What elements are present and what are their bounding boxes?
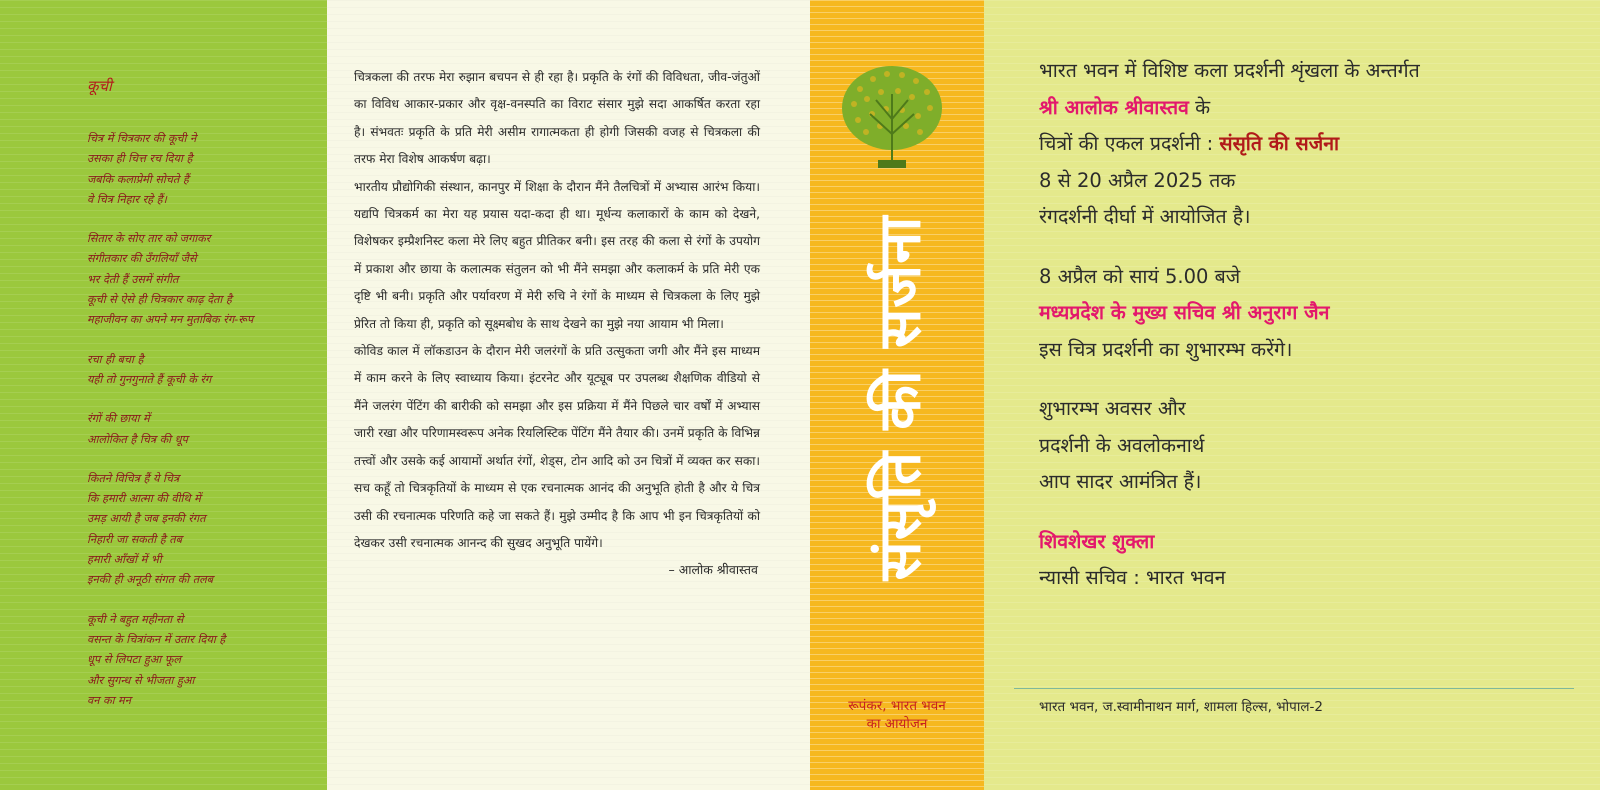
venue-address: भारत भवन, ज.स्वामीनाथन मार्ग, शामला हिल्स, भोपाल-2 — [1039, 699, 1323, 715]
poem-line: कितने विचित्र हैं ये चित्र — [87, 471, 180, 485]
organizer-credit — [810, 697, 984, 733]
inauguration-time: 8 अप्रैल को सायं 5.00 बजे — [1039, 264, 1241, 288]
sender-title: न्यासी सचिव : भारत भवन — [1039, 566, 1226, 589]
artist-suffix: के — [1188, 95, 1211, 119]
exhibition-title: संसृति की सर्जना — [1219, 132, 1340, 155]
poem-line: धूप से लिपटा हुआ फूल — [87, 653, 181, 667]
poem-stanza — [87, 350, 327, 391]
poem-line: इनकी ही अनूठी संगत की तलब — [87, 573, 214, 587]
chief-guest: मध्यप्रदेश के मुख्य सचिव श्री अनुराग जैन — [1039, 301, 1330, 324]
exhibition-announcement — [1039, 53, 1600, 236]
exhibition-dates: 8 से 20 अप्रैल 2025 तक — [1039, 168, 1236, 192]
inauguration-block — [1039, 259, 1600, 369]
poem-line: चित्र में चित्रकार की कूची ने — [87, 132, 197, 145]
announcement-line-2 — [1039, 90, 1600, 127]
poem-stanza — [87, 229, 327, 330]
poem-stanza — [87, 469, 327, 591]
poem-line: वन का मन — [87, 693, 131, 707]
poem-line: रचा ही बचा है — [87, 352, 144, 366]
artist-statement-panel — [327, 0, 810, 790]
statement-paragraph-1: चित्रकला की तरफ मेरा रुझान बचपन से ही रहा है। प्रकृति के रंगों की विविधता, जीव-जंतुओं का विविध आकार-प्रकार और वृक्ष-वनस्पति का विराट संसार मुझे सदा आकर्षित करता रहा है। संभवतः प्रकृति के प्रति मेरी असीम रागात्मकता ही होगी जिसकी वजह से चित्रकला की तरफ मेरा विशेष आकर्षण बढ़ा। — [354, 70, 760, 167]
invite-line-1: शुभारम्भ अवसर और — [1039, 397, 1186, 420]
invite-block — [1039, 391, 1600, 501]
tree-logo-icon — [840, 64, 944, 172]
poem-line: रंगों की छाया में — [87, 412, 150, 426]
sender-name: शिवशेखर शुक्ला — [1039, 529, 1155, 553]
artist-name: श्री आलोक श्रीवास्तव — [1039, 95, 1189, 119]
poem-stanza — [87, 129, 327, 210]
poem-line: जबकि कलाप्रेमी सोचते हैं — [87, 172, 189, 186]
vertical-exhibition-title: संसृति की सर्जना — [865, 215, 934, 581]
poem-line: सितार के सोए तार को जगाकर — [87, 232, 211, 246]
poem-line: यही तो गुनगुनाते हैं कूची के रंग — [87, 372, 212, 386]
poem-line: आलोकित है चित्र की धूप — [87, 432, 188, 446]
invite-line-2: प्रदर्शनी के अवलोकनार्थ — [1039, 433, 1205, 457]
poem-line: कूची ने बहुत महीनता से — [87, 612, 184, 626]
organizer-line-1: रूपंकर, भारत भवन — [848, 698, 946, 714]
poem-line: संगीतकार की उँगलियाँ जैसे — [87, 252, 197, 266]
footer-divider — [1014, 688, 1574, 689]
statement-paragraph-3: कोविड काल में लॉकडाउन के दौरान मेरी जलरंगों के प्रति उत्सुकता जगी और मैंने इस माध्यम में काम करने के लिए स्वाध्याय किया। इंटरनेट और यूट्यूब पर उपलब्ध शैक्षणिक वीडियो से मैंने जलरंग पेंटिंग की बारीकी को समझा और इस प्रक्रिया में मैंने पिछले चार वर्षों में अभ्यास जारी रखा और परिणामस्वरूप अनेक रियलिस्टिक पेंटिंग मैंने तैयार की। उनमें प्रकृति के विभिन्न तत्त्वों और उसके कई आयामों अर्थात रंगों, शेड्स, टोन आदि को उन चित्रों में व्यक्त कर सका। सच कहूँ तो चित्रकृतियों के माध्यम से एक रचनात्मक आनंद की अनुभूति होती है और ये चित्र उसी की रचनात्मक परिणति कहे जा सकते हैं। मुझे उम्मीद है कि आप भी इन चित्रकृतियों को देखकर उसी रचनात्मक आनन्द की सुखद अनुभूति पायेंगे। — [354, 344, 760, 550]
poem-line: कूची से ऐसे ही चित्रकार काढ़ देता है — [87, 293, 232, 307]
poem-line: भर देती हैं उसमें संगीत — [87, 272, 179, 286]
poem-line: वसन्त के चित्रांकन में उतार दिया है — [87, 632, 226, 646]
exhibition-venue: रंगदर्शनी दीर्घा में आयोजित है। — [1039, 205, 1251, 228]
poem-line: कि हमारी आत्मा की वीथि में — [87, 492, 201, 506]
poem-body — [87, 129, 327, 711]
poem-panel — [0, 0, 327, 790]
poem-stanza — [87, 409, 327, 450]
announcement-line-3 — [1039, 126, 1600, 163]
statement-paragraph-2: भारतीय प्रौद्योगिकी संस्थान, कानपुर में शिक्षा के दौरान मैंने तैलचित्रों में अभ्यास आरंभ किया। यद्यपि चित्रकर्म का मेरा यह प्रयास यदा-कदा ही था। मूर्धन्य कलाकारों के काम को देखने, विशेषकर इम्प्रैशनिस्ट कला मेरे लिए बहुत प्रीतिकर बनी। इस तरह की कला से रंगों के उपयोग में प्रकाश और छाया के कलात्मक संतुलन को भी मैंने समझा और कलाकर्म के प्रति मेरी एक दृष्टि भी बनी। प्रकृति और पर्यावरण में मेरी रुचि ने रंगों के माध्यम से चित्रकला के लिए मुझे प्रेरित तो किया ही, प्रकृति को सूक्ष्मबोध के साथ देखने का मुझे नया आयाम भी मिला। — [354, 179, 760, 331]
poem-line: हमारी आँखों में भी — [87, 553, 162, 567]
invite-line-3: आप सादर आमंत्रित हैं। — [1039, 470, 1202, 493]
poem-stanza — [87, 610, 327, 711]
organizer-line-2: का आयोजन — [866, 716, 928, 732]
poem-title: कूची — [87, 77, 112, 95]
announcement-line-1: भारत भवन में विशिष्ट कला प्रदर्शनी शृंखला के अन्तर्गत — [1039, 59, 1420, 82]
poem-line: उसका ही चित्त रच दिया है — [87, 152, 193, 166]
poem-line: निहारी जा सकती है तब — [87, 532, 182, 546]
sender-block — [1039, 524, 1600, 597]
poem-line: और सुगन्ध से भीजता हुआ — [87, 673, 195, 687]
inauguration-text: इस चित्र प्रदर्शनी का शुभारम्भ करेंगे। — [1039, 337, 1293, 361]
solo-show-label: चित्रों की एकल प्रदर्शनी : — [1039, 132, 1220, 155]
invitation-panel — [984, 0, 1600, 790]
spine-panel — [810, 0, 984, 790]
poem-line: उमड़ आयी है जब इनकी रंगत — [87, 512, 206, 526]
poem-line: वे चित्र निहार रहे हैं। — [87, 192, 167, 206]
poem-line: महाजीवन का अपने मन मुताबिक रंग-रूप — [87, 313, 254, 327]
statement-signature: – आलोक श्रीवास्तव — [668, 562, 758, 578]
